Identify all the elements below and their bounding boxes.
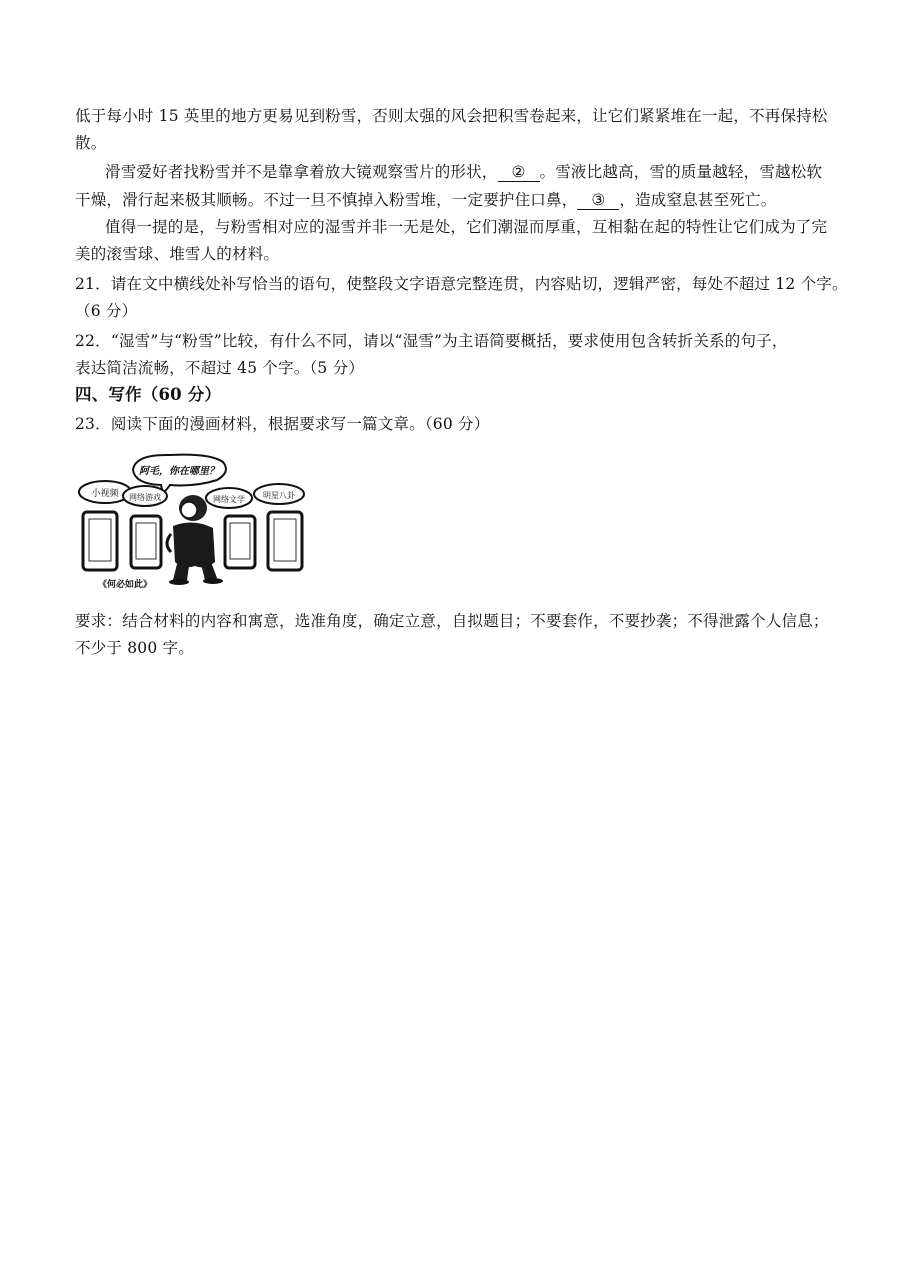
question-22-line-2: 表达简洁流畅，不超过 45 个字。（5 分） [75,359,365,377]
svg-text:网络游戏: 网络游戏 [129,493,161,502]
phone-right-2 [268,512,302,570]
phone-left-2 [131,516,161,568]
writing-requirements: 要求：结合材料的内容和寓意，选准角度，确定立意，自拟题目；不要套作，不要抄袭；不得泄露个人信息； [75,612,829,630]
blank-3: ③ [577,191,619,210]
cartoon-image [75,452,311,594]
svg-text:明星八卦: 明星八卦 [263,491,295,500]
writing-section-title: 四、写作（60 分） [75,385,222,404]
bubble-left-2 [123,486,167,506]
bubble-right-1 [206,488,252,508]
passage-line-4-pre: 干燥，滑行起来极其顺畅。不过一旦不慎掉入粉雪堆，一定要护住口鼻， [75,191,578,209]
speech-text: 阿毛，你在哪里？ [139,466,219,477]
phone-right-1 [225,516,255,568]
passage-line-5: 值得一提的是，与粉雪相对应的湿雪并非一无是处，它们潮湿而厚重，互相黏在起的特性让它们成为了完 [105,218,828,236]
bubble-left-1 [79,481,131,503]
passage-line-1: 低于每小时 15 英里的地方更易见到粉雪，否则太强的风会把积雪卷起来，让它们紧紧堆在一起，不再保持松 [75,107,828,125]
svg-text:《何必如此》: 《何必如此》 [97,580,153,590]
writing-requirements-line-2: 不少于 800 字。 [75,639,194,657]
blank-2: ② [498,163,540,182]
passage-line-4 [75,189,776,211]
question-21: 21．请在文中横线处补写恰当的语句，使整段文字语意完整连贯，内容贴切，逻辑严密，每处不超过 12 个字。 [75,275,848,293]
svg-text:网络文学: 网络文学 [213,495,245,504]
passage-line-3-pre: 滑雪爱好者找粉雪并不是靠拿着放大镜观察雪片的形状， [105,163,498,181]
passage-line-4-post: ，造成窒息甚至死亡。 [619,191,777,209]
bubble-right-2 [254,484,304,504]
passage-line-3-post: 。雪液比越高，雪的质量越轻，雪越松软 [539,163,823,181]
passage-line-6: 美的滚雪球、堆雪人的材料。 [75,245,280,263]
phone-left-1 [83,512,117,570]
question-21-score: （6 分） [75,302,138,320]
question-23: 23．阅读下面的漫画材料，根据要求写一篇文章。（60 分） [75,415,490,433]
passage-line-2: 散。 [75,134,107,152]
passage-line-3 [105,161,822,183]
question-22: 22．“湿雪”与“粉雪”比较，有什么不同，请以“湿雪”为主语简要概括，要求使用包含转折关系的句子， [75,332,788,350]
svg-text:小视频: 小视频 [91,489,119,499]
cartoon-caption [97,576,153,590]
